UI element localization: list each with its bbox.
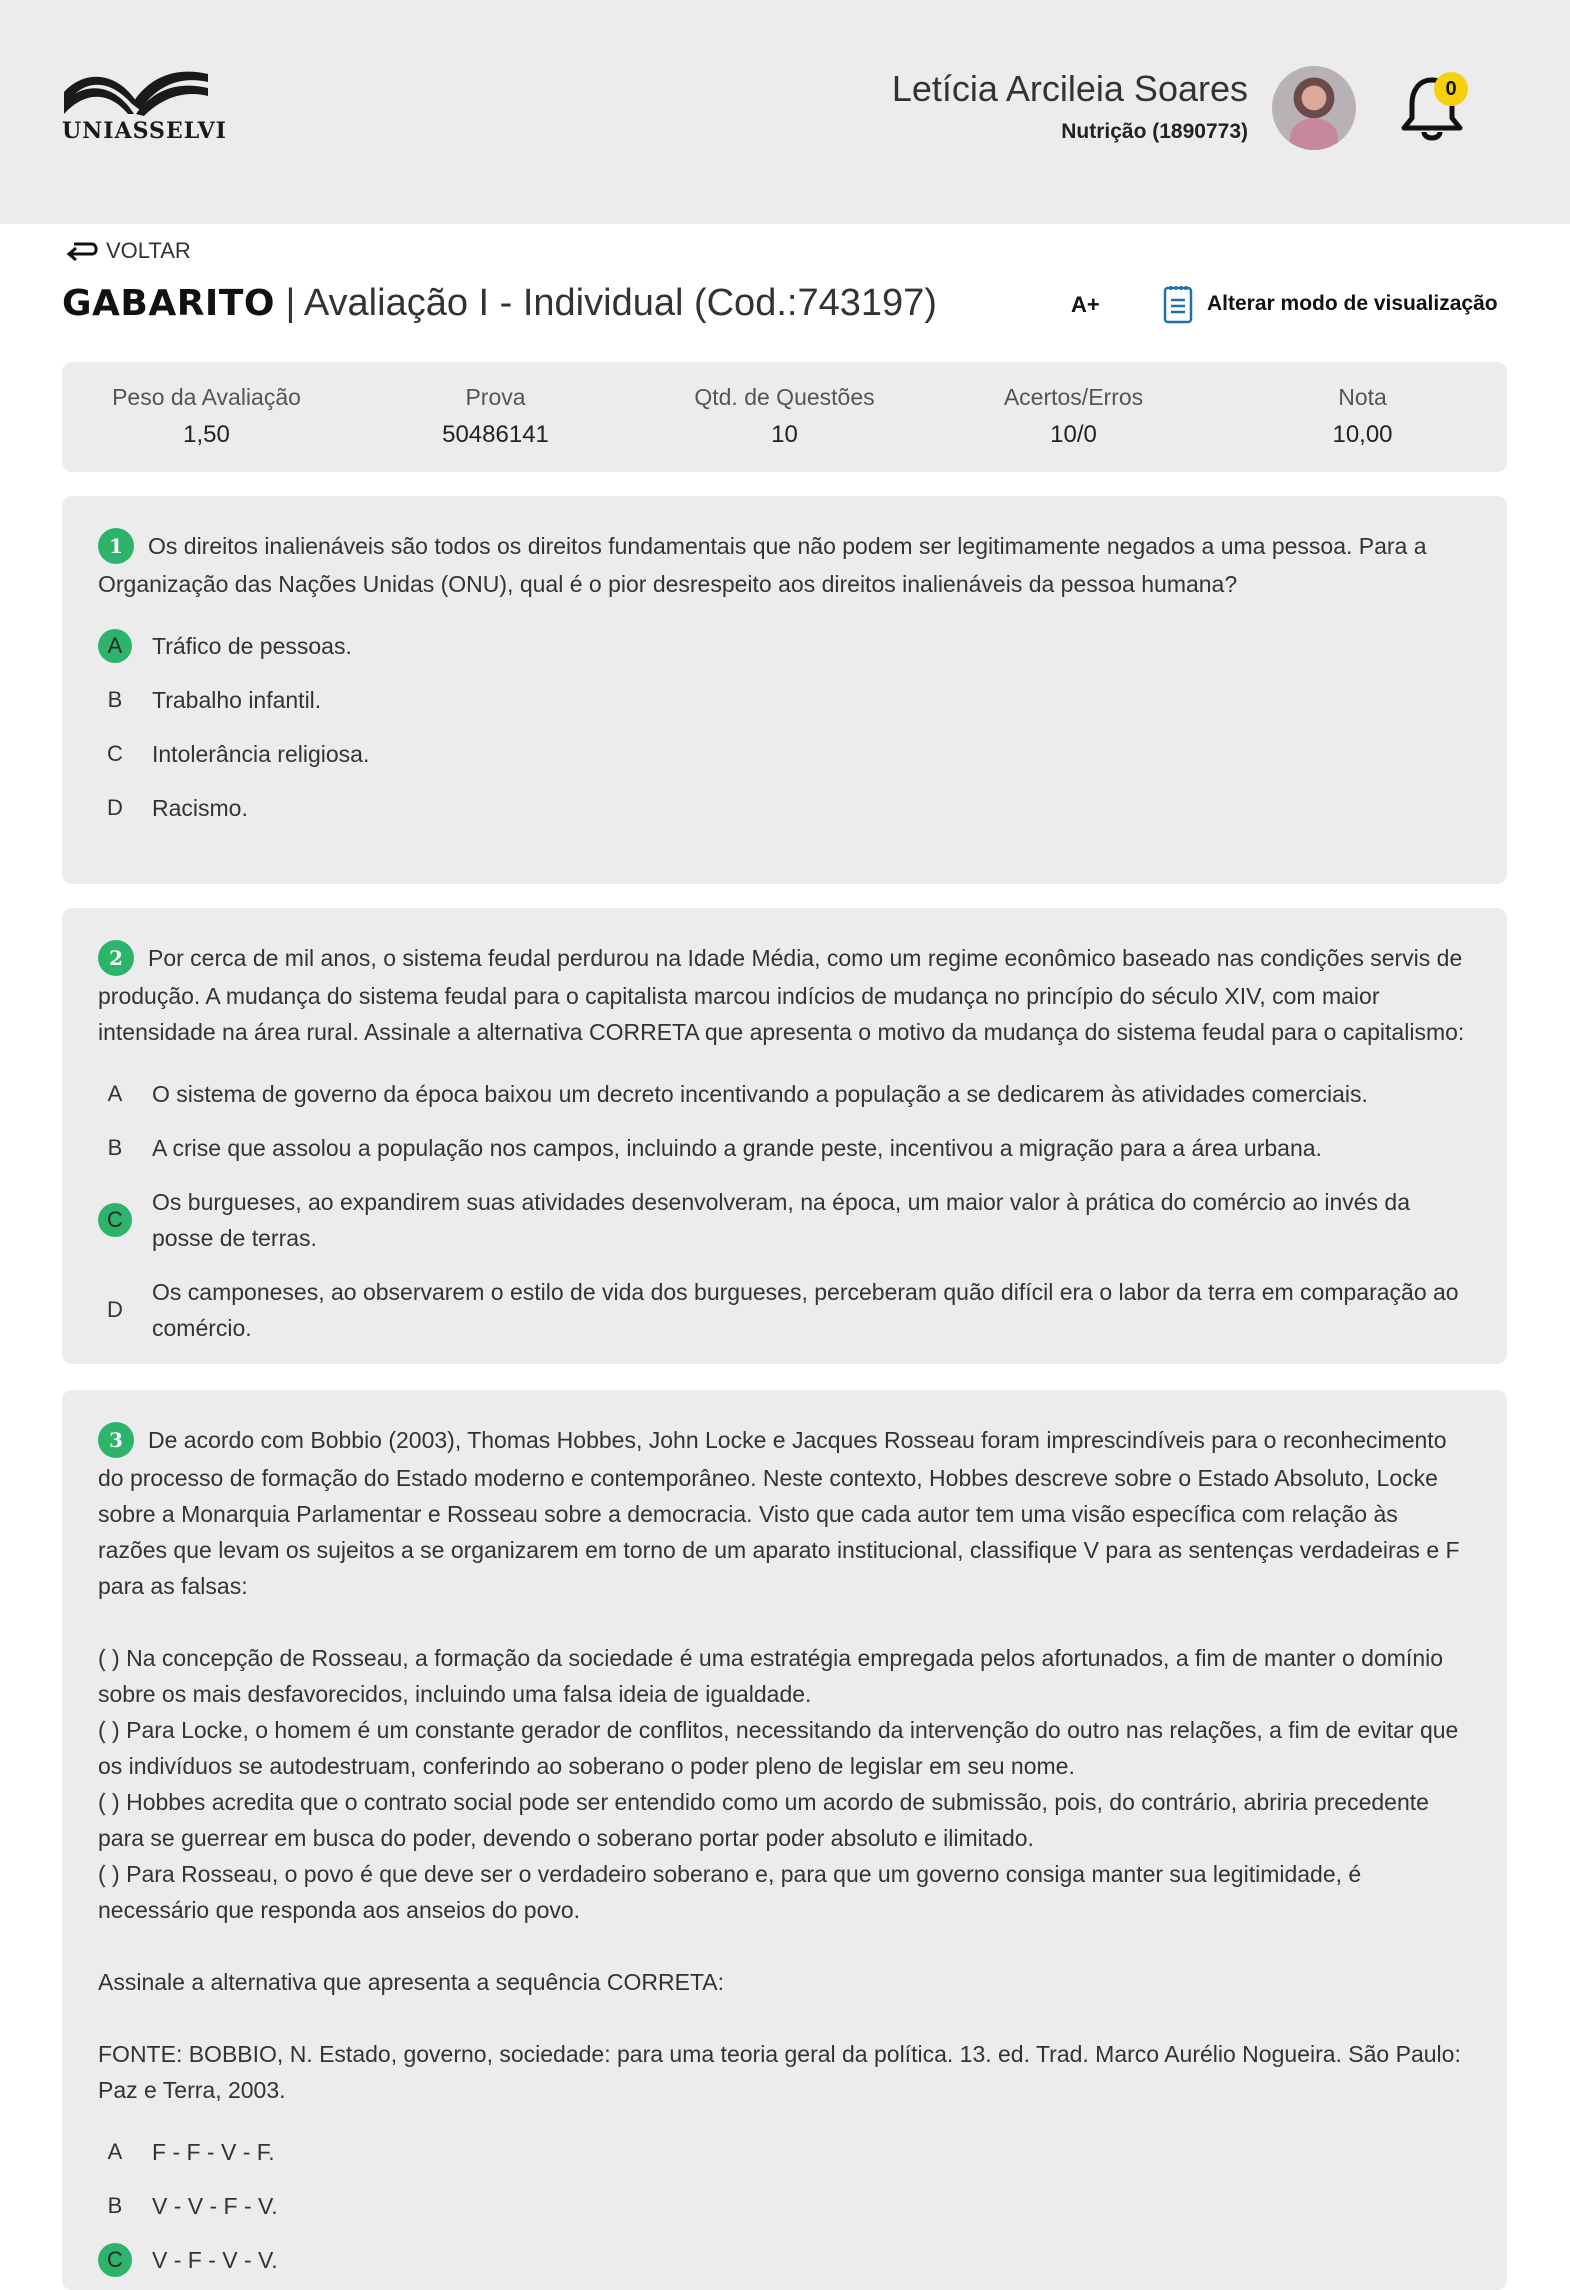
font-increase-button[interactable]: A+ bbox=[1071, 292, 1100, 317]
back-label: VOLTAR bbox=[106, 238, 191, 263]
title-gabarito: GABARITO bbox=[62, 283, 275, 324]
tf-statement: ( ) Para Rosseau, o povo é que deve ser o verdadeiro soberano e, para que um governo consiga manter sua legitimidade, é necessário que responda aos anseios do povo. bbox=[98, 1860, 1362, 1923]
summary-value: 10/0 bbox=[1050, 421, 1097, 448]
option-d[interactable] bbox=[98, 790, 1471, 826]
question-statement: Por cerca de mil anos, o sistema feudal perdurou na Idade Média, como um regime econômico baseado nas condições servis de produção. A mudança do sistema feudal para o capitalista marcou indícios de mudança no princípio do século XIV, com maior intensidade na área rural. Assinale a alternativa CORRETA que apresenta o motivo da mudança do sistema feudal para o capitalismo: bbox=[98, 945, 1465, 1045]
question-text bbox=[98, 528, 1471, 602]
question-card-2 bbox=[62, 908, 1507, 1364]
option-letter-correct: A bbox=[98, 629, 132, 663]
back-link[interactable] bbox=[66, 238, 191, 264]
option-text: V - V - F - V. bbox=[152, 2192, 278, 2219]
option-letter: C bbox=[107, 740, 123, 766]
option-list bbox=[98, 1076, 1471, 1346]
summary-value: 10 bbox=[771, 421, 798, 448]
summary-weight bbox=[62, 362, 351, 472]
option-a[interactable] bbox=[98, 1076, 1471, 1112]
logo-text: UNIASSELVI bbox=[62, 118, 227, 144]
document-view-icon bbox=[1163, 284, 1193, 324]
title-exam-name: | Avaliação I - Individual (Cod.:743197) bbox=[275, 282, 937, 324]
user-course: Nutrição (1890773) bbox=[1061, 120, 1248, 143]
option-letter: B bbox=[107, 1134, 123, 1160]
user-name: Letícia Arcileia Soares bbox=[891, 68, 1248, 109]
option-d[interactable] bbox=[98, 1274, 1471, 1346]
option-letter-correct: C bbox=[98, 1203, 132, 1237]
summary-label: Qtd. de Questões bbox=[694, 384, 875, 410]
exam-summary bbox=[62, 362, 1507, 472]
option-letter: A bbox=[107, 1080, 123, 1106]
option-a[interactable] bbox=[98, 628, 1471, 664]
option-text: V - F - V - V. bbox=[152, 2246, 278, 2273]
top-header bbox=[0, 0, 1570, 224]
return-arrow-icon bbox=[66, 238, 100, 264]
option-text: O sistema de governo da época baixou um decreto incentivando a população a se dedicarem às atividades comerciais. bbox=[152, 1080, 1368, 1107]
summary-value: 1,50 bbox=[183, 421, 230, 448]
summary-value: 50486141 bbox=[442, 421, 549, 448]
option-b[interactable] bbox=[98, 682, 1471, 718]
question-card-1 bbox=[62, 496, 1507, 884]
question-number: 3 bbox=[98, 1422, 134, 1458]
option-letter-correct: C bbox=[98, 2243, 132, 2277]
question-number: 1 bbox=[98, 528, 134, 564]
option-letter: B bbox=[107, 2192, 123, 2218]
tf-statement: ( ) Na concepção de Rosseau, a formação da sociedade é uma estratégia empregada pelos afortunados, a fim de manter o domínio sobre os mais desfavorecidos, incluindo uma falsa ideia de igualdade. bbox=[98, 1644, 1444, 1707]
question-card-3 bbox=[62, 1390, 1507, 2290]
view-mode-label: Alterar modo de visualização bbox=[1207, 292, 1498, 315]
question-statement: De acordo com Bobbio (2003), Thomas Hobbes, John Locke e Jacques Rosseau foram imprescindíveis para o reconhecimento do processo de formação do Estado moderno e contemporâneo. Neste contexto, Hobbes descreve sobre o Estado Absoluto, Locke sobre a Monarquia Parlamentar e Rosseau sobre a democracia. Visto que cada autor tem uma visão específica com relação às razões que levam os sujeitos a se organizarem em torno de um aparato institucional, classifique V para as sentenças verdadeiras e F para as falsas: bbox=[98, 1427, 1460, 1599]
summary-label: Prova bbox=[465, 384, 526, 410]
option-a[interactable] bbox=[98, 2134, 1471, 2170]
option-list bbox=[98, 628, 1471, 826]
summary-grade bbox=[1218, 362, 1507, 472]
question-text bbox=[98, 1422, 1471, 1604]
summary-score-ratio bbox=[929, 362, 1218, 472]
option-text: Os burgueses, ao expandirem suas atividades desenvolveram, na época, um maior valor à prática do comércio ao invés da posse de terras. bbox=[152, 1188, 1411, 1251]
option-letter: B bbox=[107, 686, 123, 712]
tf-statement: ( ) Para Locke, o homem é um constante gerador de conflitos, necessitando da intervenção do outro nas relações, a fim de evitar que os indivíduos se autodestruam, conferindo ao soberano o poder pleno de legislar em seu nome. bbox=[98, 1716, 1459, 1779]
summary-label: Acertos/Erros bbox=[1003, 384, 1144, 410]
summary-exam-id bbox=[351, 362, 640, 472]
tf-statement: ( ) Hobbes acredita que o contrato social pode ser entendido como um acordo de submissão, pois, do contrário, abriria precedente para se guerrear em busca do poder, devendo o soberano portar poder absoluto e ilimitado. bbox=[98, 1788, 1429, 1851]
summary-label: Peso da Avaliação bbox=[112, 384, 301, 410]
option-text: Os camponeses, ao observarem o estilo de vida dos burgueses, perceberam quão difícil era o labor da terra em comparação ao comércio. bbox=[152, 1278, 1459, 1341]
logo-wings-icon bbox=[62, 66, 210, 116]
option-c[interactable] bbox=[98, 2242, 1471, 2278]
question-source: FONTE: BOBBIO, N. Estado, governo, sociedade: para uma teoria geral da política. 13. ed. Trad. Marco Aurélio Nogueira. São Paulo: Paz e Terra, 2003. bbox=[98, 2040, 1461, 2103]
user-info bbox=[892, 68, 1248, 144]
notification-count-badge: 0 bbox=[1434, 72, 1468, 106]
summary-label: Nota bbox=[1338, 384, 1387, 410]
option-c[interactable] bbox=[98, 736, 1471, 772]
summary-question-count bbox=[640, 362, 929, 472]
uniasselvi-logo[interactable] bbox=[62, 66, 227, 144]
option-letter: A bbox=[107, 2138, 123, 2164]
question-instruction: Assinale a alternativa que apresenta a sequência CORRETA: bbox=[98, 1968, 725, 1995]
option-letter: D bbox=[107, 1296, 123, 1322]
option-b[interactable] bbox=[98, 2188, 1471, 2224]
option-text: Intolerância religiosa. bbox=[152, 740, 370, 767]
option-list bbox=[98, 2134, 1471, 2278]
option-text: Trabalho infantil. bbox=[152, 686, 322, 713]
option-text: F - F - V - F. bbox=[152, 2138, 275, 2165]
option-c[interactable] bbox=[98, 1184, 1471, 1256]
option-text: Tráfico de pessoas. bbox=[152, 632, 352, 659]
question-statement: Os direitos inalienáveis são todos os direitos fundamentais que não podem ser legitimamente negados a uma pessoa. Para a Organização das Nações Unidas (ONU), qual é o pior desrespeito aos direitos inalienáveis da pessoa humana? bbox=[98, 533, 1427, 597]
avatar[interactable] bbox=[1272, 66, 1356, 150]
view-mode-button[interactable] bbox=[1163, 284, 1498, 324]
question-text bbox=[98, 940, 1471, 1050]
option-b[interactable] bbox=[98, 1130, 1471, 1166]
page-title bbox=[62, 282, 937, 325]
question-number: 2 bbox=[98, 940, 134, 976]
option-text: Racismo. bbox=[152, 794, 248, 821]
summary-value: 10,00 bbox=[1332, 421, 1393, 448]
option-letter: D bbox=[107, 794, 123, 820]
option-text: A crise que assolou a população nos campos, incluindo a grande peste, incentivou a migração para a área urbana. bbox=[152, 1134, 1322, 1161]
